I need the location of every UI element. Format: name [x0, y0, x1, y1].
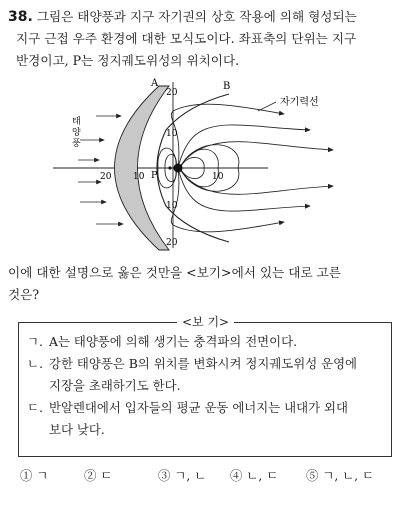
choice-5-text: ㄱ, ㄴ, ㄷ: [322, 468, 375, 483]
bogi-mark-2: ㄴ.: [27, 356, 43, 371]
question-line-3: 반경이고, P는 정지궤도위성의 위치이다.: [16, 53, 240, 68]
tick-x-left-10: 10: [133, 172, 145, 182]
answer-choices: [20, 466, 400, 484]
question-text: [8, 6, 400, 72]
label-p: P: [151, 170, 158, 181]
bogi-item-3-line-2: 보다 낮다.: [49, 422, 105, 437]
question-line-2: 지구 근접 우주 환경에 대한 모식도이다. 좌표축의 단위는 지구: [16, 31, 357, 46]
choice-3-text: ㄱ, ㄴ: [174, 468, 207, 483]
tick-y-bot-20: 20: [166, 238, 178, 248]
bogi-box: [18, 315, 392, 457]
earth: [174, 164, 183, 173]
bogi-item-1: [27, 331, 387, 353]
prompt-text: [8, 262, 400, 306]
question-line-1: 그림은 태양풍과 지구 자기권의 상호 작용에 의해 형성되는: [36, 9, 357, 24]
bogi-title: <보 기>: [177, 313, 234, 330]
tick-y-top-10: 10: [166, 129, 178, 139]
bogi-item-2-line-1: 강한 태양풍은 B의 위치를 변화시켜 정지궤도위성 운영에: [49, 356, 358, 371]
bogi-item-1-line-1: A는 태양풍에 의해 생기는 충격파의 전면이다.: [49, 334, 298, 349]
bogi-item-2-line-2: 지장을 초래하기도 한다.: [49, 378, 181, 393]
choice-2[interactable]: [84, 466, 158, 484]
solar-wind-label-char: 태: [72, 117, 82, 127]
choice-1-num: ①: [20, 468, 33, 483]
tick-y-bot-10: 10: [166, 201, 178, 211]
choice-5-num: ⑤: [306, 468, 319, 483]
label-a: A: [151, 78, 159, 89]
satellite-p: [168, 166, 171, 169]
tick-x-left-20: 20: [100, 172, 112, 182]
bogi-mark-3: ㄷ.: [27, 400, 43, 415]
solar-wind-label: [72, 115, 82, 149]
label-b: B: [223, 81, 231, 92]
choice-4[interactable]: [230, 466, 306, 484]
question-number: 38.: [8, 9, 33, 25]
solar-wind-label-char: 양: [72, 128, 82, 138]
choice-2-text: ㄷ: [100, 468, 113, 483]
choice-2-num: ②: [84, 468, 97, 483]
bogi-item-3: [27, 397, 387, 441]
bogi-item-2: [27, 353, 387, 397]
choice-1[interactable]: [20, 466, 84, 484]
prompt-line-2: 것은?: [8, 287, 40, 302]
choice-4-text: ㄴ, ㄷ: [246, 468, 279, 483]
tick-y-top-20: 20: [166, 88, 178, 98]
field-line-label: 자기력선: [280, 97, 319, 108]
bogi-item-3-line-1: 반알렌대에서 입자들의 평균 운동 에너지는 내대가 외대: [49, 400, 348, 415]
choice-5[interactable]: [306, 466, 374, 484]
choice-1-text: ㄱ: [36, 468, 49, 483]
solar-wind-label-char: 풍: [72, 139, 82, 149]
magnetosphere-diagram: [48, 78, 388, 253]
field-line-pointer: [258, 102, 276, 111]
choice-4-num: ④: [230, 468, 243, 483]
choice-3-num: ③: [158, 468, 171, 483]
tick-x-right-10: 10: [212, 172, 224, 182]
prompt-line-1: 이에 대한 설명으로 옳은 것만을 <보기>에서 있는 대로 고른: [8, 265, 341, 280]
bogi-mark-1: ㄱ.: [27, 334, 43, 349]
choice-3[interactable]: [158, 466, 230, 484]
